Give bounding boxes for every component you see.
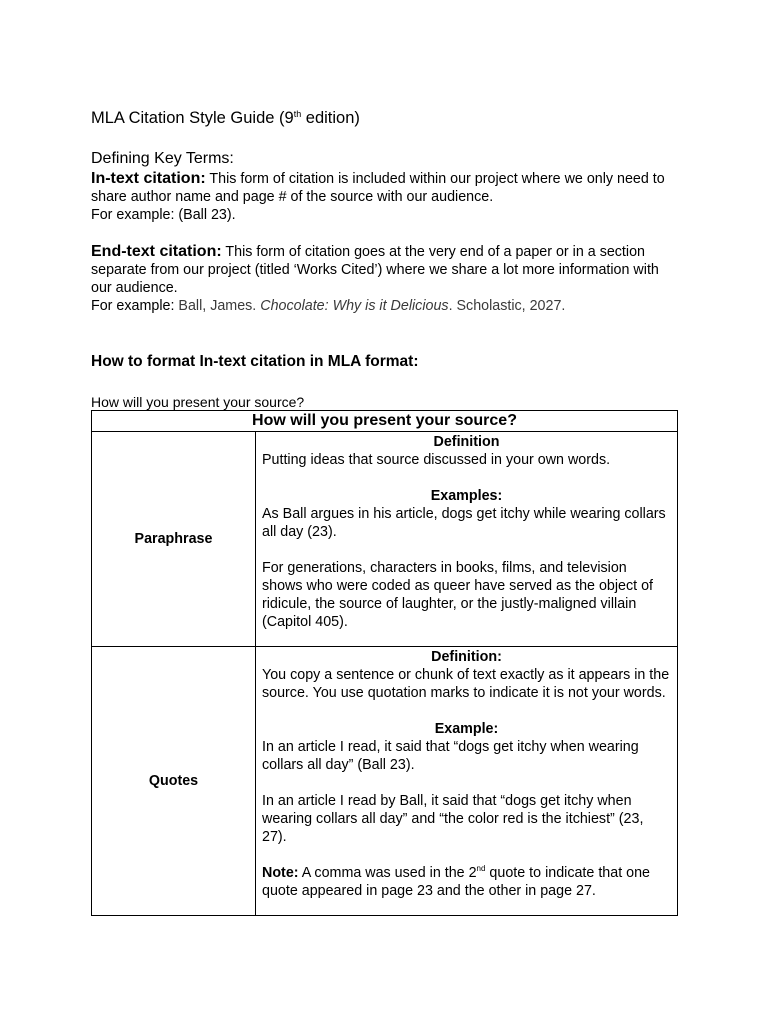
paraphrase-examples-heading: Examples: [430, 488, 503, 504]
row-label-paraphrase: Paraphrase [92, 432, 256, 647]
quotes-example-heading: Example: [434, 721, 499, 737]
quotes-definition-heading: Definition: [431, 649, 502, 665]
end-text-example-author: Ball, James. [178, 298, 261, 314]
end-text-example-rest: . Scholastic, 2027. [448, 298, 566, 314]
end-text-example [91, 297, 683, 315]
quotes-note-label: Note: [262, 865, 299, 881]
section-heading: How to format In-text citation in MLA format: [91, 353, 419, 370]
title-superscript: th [293, 109, 302, 119]
title-end: edition) [301, 109, 360, 127]
paraphrase-example-1: As Ball argues in his article, dogs get itchy while wearing collars all day (23). [262, 506, 666, 540]
document-title [91, 109, 360, 128]
end-text-definition [91, 243, 683, 315]
in-text-definition [91, 170, 683, 224]
row-label-quotes: Quotes [92, 647, 256, 916]
quotes-note-text-a: A comma was used in the 2 [298, 865, 477, 881]
quotes-example-2: In an article I read by Ball, it said that “dogs get itchy when wearing collars all day” and “the color red is the itchiest” (23, 27). [262, 793, 644, 845]
table-row-quotes [92, 647, 678, 916]
in-text-term: In-text citation: [91, 170, 206, 187]
quotes-note-text-b: quote to indicate that one quote appeared in page 23 and the other in page 27. [262, 865, 650, 899]
end-text-term: End-text citation: [91, 243, 222, 260]
paraphrase-content [256, 432, 678, 647]
quotes-content [256, 647, 678, 916]
end-text-example-label: For example: [91, 298, 179, 314]
paraphrase-example-2: For generations, characters in books, films, and television shows who were coded as queer have served as the object of ridicule, the source of laughter, or the justly-maligned villain (Capitol 405). [262, 560, 654, 630]
in-text-example: For example: (Ball 23). [91, 207, 236, 223]
paraphrase-definition: Putting ideas that source discussed in your own words. [262, 452, 611, 468]
quotes-definition: You copy a sentence or chunk of text exactly as it appears in the source. You use quotation marks to indicate it is not your words. [262, 667, 670, 701]
quotes-note [262, 864, 671, 900]
paraphrase-definition-heading: Definition [433, 434, 500, 450]
title-main: MLA Citation Style Guide (9 [91, 109, 294, 127]
defining-heading: Defining Key Terms: [91, 150, 234, 167]
end-text-example-title: Chocolate: Why is it Delicious [260, 298, 449, 314]
quotes-note-superscript: nd [476, 864, 486, 873]
quotes-example-1: In an article I read, it said that “dogs get itchy when wearing collars all day” (Ball 23). [262, 739, 639, 773]
citation-table [91, 410, 678, 916]
table-row-paraphrase [92, 432, 678, 647]
table-header-row [92, 411, 678, 432]
in-text-description: This form of citation is included within our project where we only need to share author name and page # of the source with our audience. [91, 171, 665, 205]
table-header: How will you present your source? [92, 411, 678, 432]
end-text-description: This form of citation goes at the very end of a paper or in a section separate from our project (titled ‘Works Cited’) where we share a lot more information with our audience. [91, 244, 659, 296]
table-caption: How will you present your source? [91, 394, 305, 410]
